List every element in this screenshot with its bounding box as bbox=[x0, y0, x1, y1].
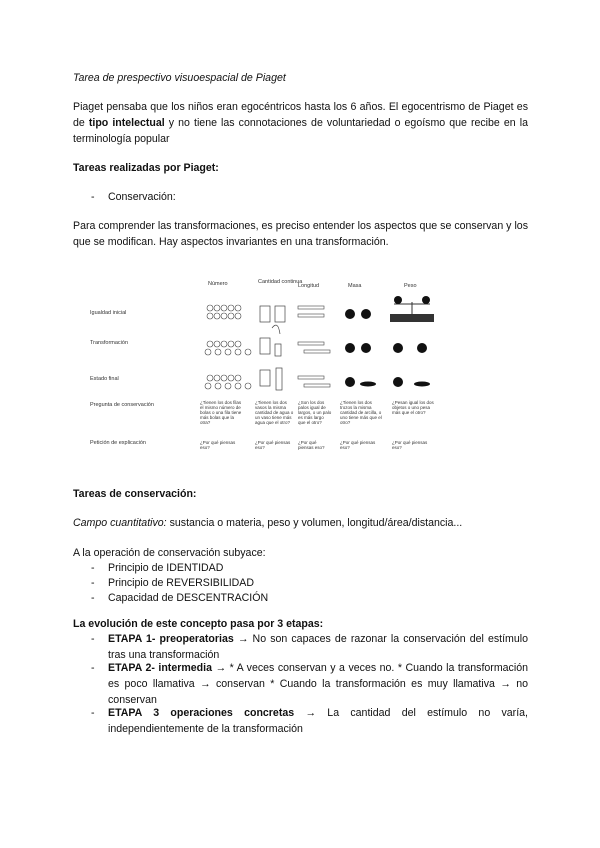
intro-text-1: Piaget pensaba que los niños eran egocéntricos hasta los 6 años. El egocentrismo de Piaget es de bbox=[73, 101, 528, 129]
col-header: Longitud bbox=[298, 283, 320, 289]
etapa-text bbox=[108, 705, 528, 737]
dash-marker: - bbox=[91, 592, 95, 604]
liquid-glasses bbox=[260, 306, 285, 390]
campo-label: Campo cuantitativo: bbox=[73, 517, 167, 529]
etapa-desc: → No son capaces de razonar la conservación del estímulo tras una transformación bbox=[108, 633, 528, 661]
explanation-text: ¿Por qué piensas eso? bbox=[340, 440, 376, 450]
explanation-text: ¿Por qué piensas eso? bbox=[255, 440, 291, 450]
dash-marker: - bbox=[91, 562, 95, 574]
etapa-desc: → * A veces conservan y a veces no. * Cuando la transformación es poco llamativa → conservan * Cuando la transformación es muy llamativa → no conservan bbox=[108, 662, 528, 706]
row-label: Igualdad inicial bbox=[90, 310, 127, 316]
etapa-text bbox=[108, 660, 528, 708]
question-text: ¿Tienen los dos trozos la misma cantidad de arcilla, o uno tiene más que el otro? bbox=[340, 400, 382, 425]
explanation-text: ¿Por qué piensas eso? bbox=[298, 440, 325, 450]
weight-balance bbox=[390, 296, 434, 387]
dash-marker: - bbox=[91, 662, 95, 674]
heading-tareas-conservacion: Tareas de conservación: bbox=[73, 488, 197, 500]
row-label: Petición de explicación bbox=[90, 440, 146, 446]
document-title: Tarea de prespectivo visuoespacial de Piaget bbox=[73, 72, 286, 84]
etapa-text bbox=[108, 631, 528, 663]
question-text: ¿Pesan igual los dos objetos o uno pesa más que el otro? bbox=[392, 400, 434, 415]
mass-clay bbox=[345, 309, 376, 387]
explanation-text: ¿Por qué piensas eso? bbox=[200, 440, 236, 450]
list-item-text: Conservación: bbox=[108, 191, 176, 203]
dash-marker: - bbox=[91, 707, 95, 719]
col-header: Peso bbox=[404, 283, 417, 289]
heading-evolucion: La evolución de este concepto pasa por 3 etapas: bbox=[73, 618, 324, 630]
col-header: Masa bbox=[348, 283, 362, 289]
row-label: Transformación bbox=[90, 340, 129, 346]
length-sticks bbox=[298, 306, 330, 387]
intro-paragraph bbox=[73, 99, 528, 147]
subyace-text: A la operación de conservación subyace: bbox=[73, 547, 266, 559]
question-text: ¿Tienen los dos filas el mismo número de bolas o una fila tiene más bolas que la otra? bbox=[200, 400, 242, 425]
etapa-label: ETAPA 2- intermedia bbox=[108, 662, 212, 674]
col-header: Cantidad continua bbox=[258, 279, 303, 285]
paragraph-transformaciones: Para comprender las transformaciones, es preciso entender los aspectos que se conservan y los que se modifican. Hay aspectos invariantes en una transformación. bbox=[73, 220, 528, 248]
dash-marker: - bbox=[91, 633, 95, 645]
question-text: ¿Tienen los dos vasos la misma cantidad de agua o un vaso tiene más agua que el otro? bbox=[255, 400, 294, 425]
etapa-label: ETAPA 3 operaciones concretas bbox=[108, 707, 295, 719]
row-label: Pregunta de conservación bbox=[90, 402, 154, 408]
explanation-text: ¿Por qué piensas eso? bbox=[392, 440, 428, 450]
conservation-tasks-figure bbox=[72, 278, 447, 460]
number-counters bbox=[205, 305, 251, 389]
list-item-text: Capacidad de DESCENTRACIÓN bbox=[108, 592, 269, 604]
campo-text: sustancia o materia, peso y volumen, longitud/área/distancia... bbox=[166, 517, 463, 529]
etapa-desc: → La cantidad del estímulo no varía, independientemente de la transformación bbox=[108, 707, 528, 735]
list-item-text: Principio de IDENTIDAD bbox=[108, 562, 224, 574]
etapa-label: ETAPA 1- preoperatorias bbox=[108, 633, 234, 645]
intro-text-2: y no tiene las connotaciones de voluntariedad o egoísmo que recibe en la terminología popular bbox=[73, 117, 528, 145]
row-label: Estado final bbox=[90, 376, 119, 382]
intro-bold: tipo intelectual bbox=[88, 117, 165, 129]
question-text: ¿Son los dos palos igual de largos, o un palo es más largo que el otro? bbox=[298, 400, 332, 425]
heading-tareas-piaget: Tareas realizadas por Piaget: bbox=[73, 162, 219, 174]
dash-marker: - bbox=[91, 191, 95, 203]
dash-marker: - bbox=[91, 577, 95, 589]
col-header: Número bbox=[208, 281, 228, 287]
campo-cuantitativo bbox=[73, 515, 528, 531]
list-item-text: Principio de REVERSIBILIDAD bbox=[108, 577, 255, 589]
